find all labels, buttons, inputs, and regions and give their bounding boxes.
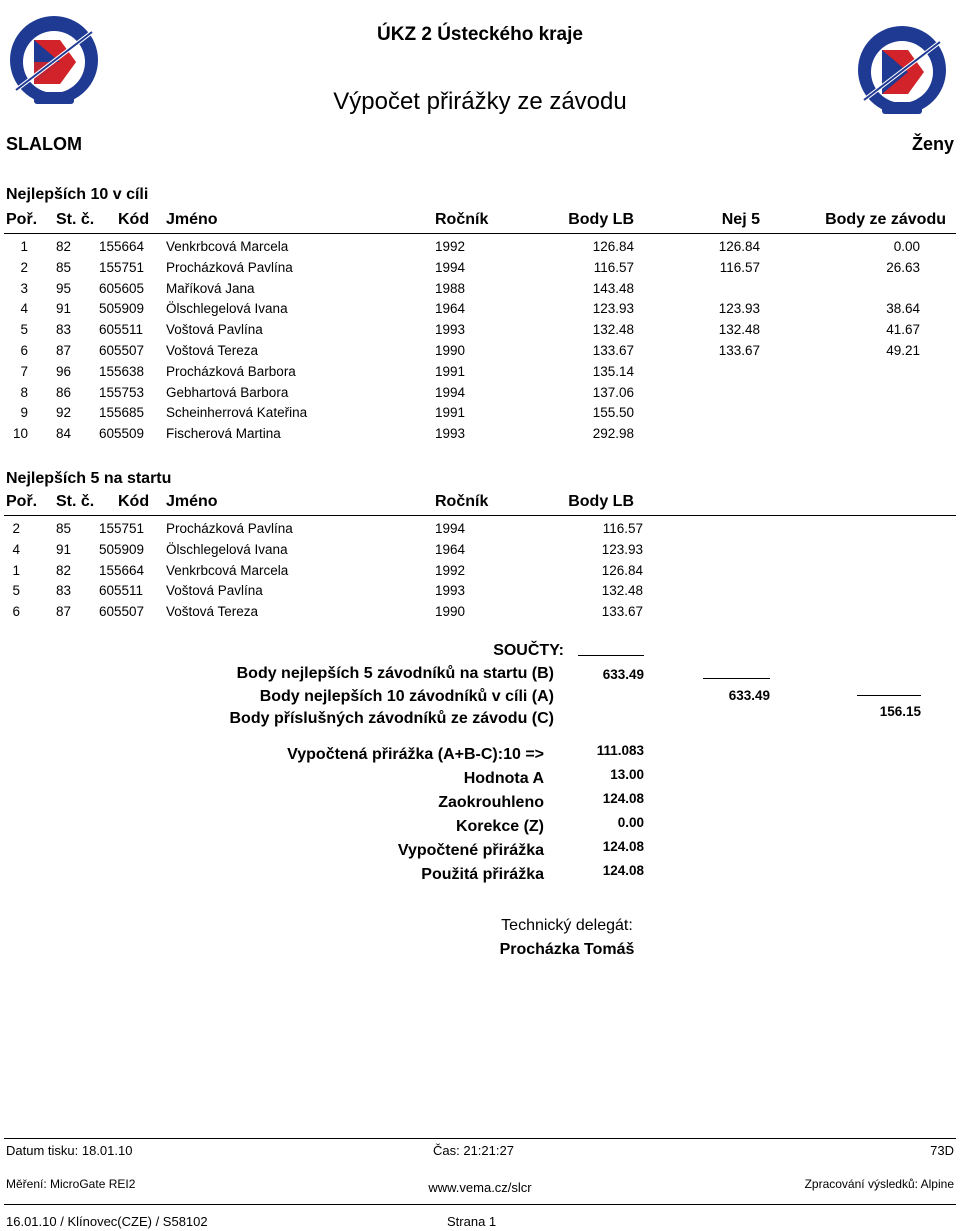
- footer-divider-top: [4, 1138, 956, 1139]
- calc-label: Vypočtená přirážka (A+B-C):10 =>: [287, 746, 544, 763]
- cell-rocnik: 1964: [435, 541, 466, 557]
- cell-nej5: 123.93: [718, 301, 760, 317]
- col-st-c: St. č.: [56, 211, 95, 228]
- finish-table-header: [0, 211, 960, 233]
- cell-jmeno: Voštová Tereza: [166, 604, 259, 620]
- cell-por: 10: [12, 426, 28, 442]
- cell-body-lb: 133.67: [592, 343, 634, 358]
- calc-label: Použitá přirážka: [421, 866, 544, 883]
- cell-st-c: 84: [56, 426, 72, 442]
- race-info: 16.01.10 / Klínovec(CZE) / S58102: [6, 1214, 208, 1229]
- calc-value: 13.00: [610, 767, 644, 782]
- calc-value: 0.00: [617, 815, 644, 830]
- cell-rocnik: 1994: [435, 259, 466, 275]
- cell-st-c: 86: [56, 384, 72, 400]
- timing-info: Měření: MicroGate REI2: [6, 1177, 136, 1191]
- cell-body-lb: 132.48: [592, 322, 634, 338]
- cell-por: 1: [12, 562, 20, 578]
- cell-st-c: 96: [56, 363, 72, 379]
- cell-rocnik: 1993: [435, 426, 466, 442]
- cell-rocnik: 1993: [435, 583, 466, 599]
- cell-kod: 155638: [99, 363, 145, 379]
- cell-kod: 605507: [99, 604, 145, 620]
- cell-jmeno: Venkrbcová Marcela: [166, 239, 289, 254]
- cell-por: 5: [20, 322, 28, 338]
- page-subtitle: Výpočet přirážky ze závodu: [333, 88, 627, 115]
- cell-por: 4: [12, 541, 20, 557]
- cell-body-lb: 132.48: [601, 583, 643, 599]
- cell-jmeno: Procházková Barbora: [166, 363, 296, 379]
- cell-por: 1: [20, 239, 28, 254]
- finish-header-divider: [4, 233, 956, 234]
- print-time: Čas: 21:21:27: [433, 1143, 514, 1158]
- cell-jmeno: Scheinherrová Kateřina: [166, 405, 308, 421]
- cell-kod: 605509: [99, 426, 145, 442]
- table-row: [0, 364, 960, 385]
- table-row: [0, 563, 960, 584]
- cell-st-c: 83: [56, 322, 72, 338]
- cell-nej5: 126.84: [718, 239, 760, 254]
- cell-rocnik: 1994: [435, 384, 466, 400]
- cell-st-c: 87: [56, 604, 72, 620]
- cell-st-c: 85: [56, 521, 72, 536]
- table-row: [0, 583, 960, 604]
- calc-label: Vypočtené přirážka: [397, 842, 544, 859]
- cell-body-ze-zavodu: 26.63: [886, 259, 920, 275]
- cell-body-ze-zavodu: 38.64: [886, 301, 920, 317]
- cell-jmeno: Maříková Jana: [166, 280, 255, 296]
- cell-kod: 605511: [99, 322, 144, 338]
- col-kod: Kód: [118, 211, 150, 228]
- sum-b-label: Body nejlepších 5 závodníků na startu (B): [236, 665, 554, 682]
- website-link[interactable]: www.vema.cz/slcr: [428, 1180, 532, 1195]
- cell-jmeno: Ölschlegelová Ivana: [166, 541, 288, 557]
- calc-label: Zaokrouhleno: [438, 794, 544, 811]
- calc-label: Korekce (Z): [455, 818, 544, 835]
- col-st-c: St. č.: [56, 493, 95, 510]
- cell-rocnik: 1964: [435, 301, 466, 317]
- cell-st-c: 83: [56, 583, 72, 599]
- cell-por: 3: [20, 280, 28, 296]
- sum-b-line: [578, 655, 644, 656]
- cell-por: 8: [20, 384, 28, 400]
- cell-jmeno: Procházková Pavlína: [166, 521, 293, 536]
- cell-kod: 155664: [99, 562, 145, 578]
- cell-body-lb: 143.48: [592, 280, 634, 296]
- cell-rocnik: 1990: [435, 343, 466, 358]
- cell-body-lb: 126.84: [601, 562, 643, 578]
- cell-kod: 505909: [99, 301, 145, 317]
- cell-por: 2: [20, 259, 28, 275]
- col-body-lb: Body LB: [568, 211, 634, 228]
- table-row: [0, 521, 960, 542]
- cell-jmeno: Voštová Pavlína: [166, 583, 263, 599]
- cell-jmeno: Venkrbcová Marcela: [166, 562, 289, 578]
- cell-jmeno: Procházková Pavlína: [166, 259, 293, 275]
- cell-st-c: 92: [56, 405, 72, 421]
- cell-rocnik: 1990: [435, 604, 466, 620]
- cell-por: 6: [20, 343, 28, 358]
- cell-kod: 155664: [99, 239, 145, 254]
- cell-kod: 155751: [99, 521, 145, 536]
- sum-c-value: 156.15: [879, 704, 921, 719]
- cell-nej5: 133.67: [718, 343, 760, 358]
- cell-body-lb: 123.93: [592, 301, 634, 317]
- table-row: [0, 426, 960, 447]
- cell-kod: 605511: [99, 583, 144, 599]
- cell-st-c: 91: [56, 301, 72, 317]
- col-nej5: Nej 5: [721, 211, 760, 228]
- cell-rocnik: 1992: [435, 562, 466, 578]
- cell-st-c: 85: [56, 259, 72, 275]
- cell-body-lb: 292.98: [592, 426, 634, 442]
- col-jmeno: Jméno: [166, 211, 218, 228]
- col-body-ze-zavodu: Body ze závodu: [825, 211, 946, 228]
- processing-info: Zpracování výsledků: Alpine: [804, 1177, 954, 1191]
- cell-st-c: 87: [56, 343, 72, 358]
- delegate-name: Procházka Tomáš: [499, 941, 635, 958]
- cell-por: 7: [20, 363, 28, 379]
- cell-kod: 155685: [99, 405, 145, 421]
- table-row: [0, 405, 960, 426]
- cell-nej5: 132.48: [718, 322, 760, 338]
- sums-heading: SOUČTY:: [493, 642, 564, 659]
- cell-jmeno: Voštová Tereza: [166, 343, 259, 358]
- cell-por: 6: [12, 604, 20, 620]
- col-rocnik: Ročník: [435, 211, 489, 228]
- table-row: [0, 385, 960, 406]
- start-section-title: Nejlepších 5 na startu: [6, 470, 172, 487]
- cell-kod: 155753: [99, 384, 145, 400]
- page-number: Strana 1: [447, 1214, 497, 1229]
- cell-rocnik: 1993: [435, 322, 466, 338]
- cell-st-c: 82: [56, 562, 72, 578]
- start-header-divider: [4, 515, 956, 516]
- calc-label: Hodnota A: [463, 770, 544, 787]
- page-title: ÚKZ 2 Ústeckého kraje: [377, 24, 583, 45]
- cell-por: 4: [20, 301, 28, 317]
- print-date: Datum tisku: 18.01.10: [6, 1143, 133, 1158]
- table-row: [0, 239, 960, 260]
- cell-por: 5: [12, 583, 20, 599]
- cell-body-ze-zavodu: 41.67: [886, 322, 920, 338]
- cell-por: 2: [12, 521, 20, 536]
- sum-a-value: 633.49: [728, 688, 770, 703]
- cell-st-c: 91: [56, 541, 72, 557]
- cell-nej5: 116.57: [719, 259, 760, 275]
- cell-body-lb: 116.57: [602, 521, 643, 536]
- cell-body-ze-zavodu: 49.21: [886, 343, 920, 358]
- cell-rocnik: 1992: [435, 239, 466, 254]
- cell-body-ze-zavodu: 0.00: [893, 239, 920, 254]
- cell-kod: 605507: [99, 343, 145, 358]
- calc-value: 124.08: [602, 839, 644, 854]
- cell-st-c: 82: [56, 239, 72, 254]
- cell-body-lb: 135.14: [592, 363, 634, 379]
- cell-body-lb: 123.93: [601, 541, 643, 557]
- cell-kod: 505909: [99, 541, 145, 557]
- col-rocnik: Ročník: [435, 493, 489, 510]
- finish-section-title: Nejlepších 10 v cíli: [6, 186, 149, 203]
- cell-por: 9: [20, 405, 28, 421]
- calc-value: 111.083: [596, 743, 644, 758]
- cell-body-lb: 155.50: [592, 405, 634, 421]
- cell-jmeno: Gebhartová Barbora: [166, 384, 289, 400]
- start-table-header: [0, 493, 960, 515]
- cell-rocnik: 1991: [435, 405, 466, 421]
- cell-body-lb: 126.84: [592, 239, 634, 254]
- cell-rocnik: 1994: [435, 521, 466, 536]
- sum-c-label: Body příslušných závodníků ze závodu (C): [229, 710, 554, 727]
- cell-body-lb: 116.57: [593, 259, 634, 275]
- table-row: [0, 301, 960, 322]
- cell-kod: 605605: [99, 280, 145, 296]
- col-jmeno: Jméno: [166, 493, 218, 510]
- cell-body-lb: 137.06: [592, 384, 634, 400]
- cell-kod: 155751: [99, 259, 145, 275]
- calc-value: 124.08: [602, 863, 644, 878]
- col-kod: Kód: [118, 493, 150, 510]
- sum-c-line: [857, 695, 921, 696]
- col-por: Poř.: [6, 211, 38, 228]
- sum-b-value: 633.49: [602, 667, 644, 682]
- col-body-lb: Body LB: [568, 493, 634, 510]
- cell-jmeno: Ölschlegelová Ivana: [166, 301, 288, 317]
- delegate-label: Technický delegát:: [501, 917, 633, 934]
- table-row: [0, 322, 960, 343]
- footer-divider-bottom: [4, 1204, 956, 1205]
- table-row: [0, 542, 960, 563]
- doc-code: 73D: [930, 1143, 954, 1158]
- calc-value: 124.08: [602, 791, 644, 806]
- category-label: Ženy: [911, 134, 954, 154]
- cell-st-c: 95: [56, 280, 72, 296]
- cell-body-lb: 133.67: [601, 604, 643, 620]
- cell-rocnik: 1988: [435, 280, 466, 296]
- cell-rocnik: 1991: [435, 363, 466, 379]
- discipline-label: SLALOM: [6, 134, 82, 154]
- table-row: [0, 604, 960, 625]
- cell-jmeno: Voštová Pavlína: [166, 322, 263, 338]
- table-row: [0, 260, 960, 281]
- col-por: Poř.: [6, 493, 38, 510]
- table-row: [0, 343, 960, 364]
- sum-a-label: Body nejlepších 10 závodníků v cíli (A): [259, 688, 554, 705]
- sum-a-line: [703, 678, 770, 679]
- table-row: [0, 281, 960, 302]
- cell-jmeno: Fischerová Martina: [166, 426, 281, 442]
